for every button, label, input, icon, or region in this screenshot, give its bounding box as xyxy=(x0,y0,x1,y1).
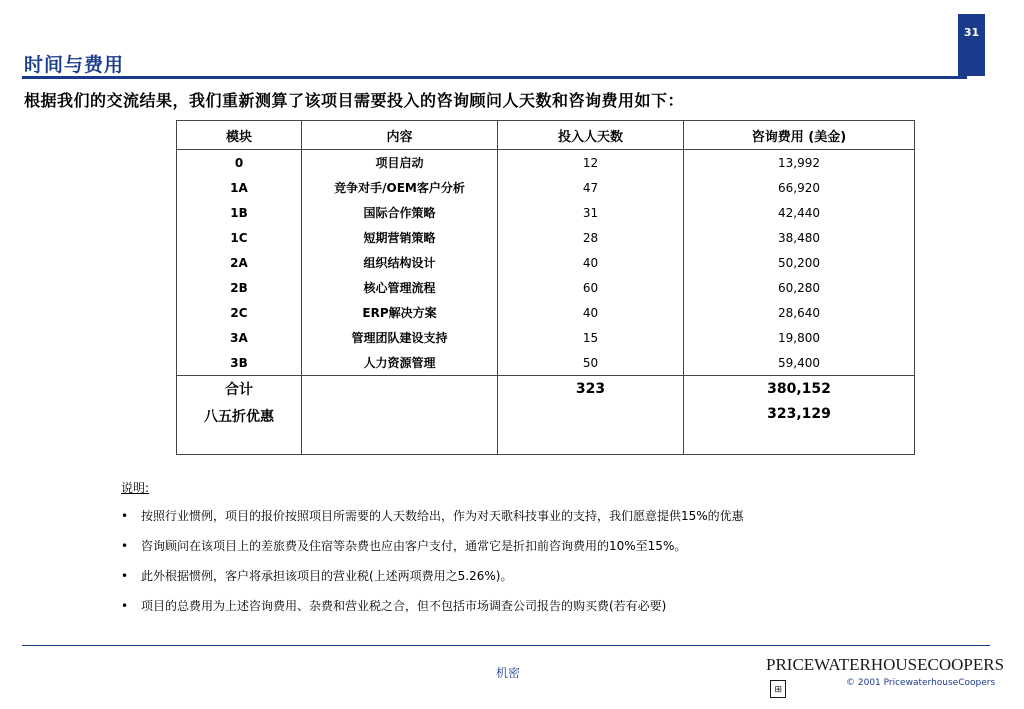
content-cell: 管理团队建设支持 xyxy=(302,325,498,350)
table-row xyxy=(177,300,915,325)
table-row xyxy=(177,325,915,350)
content-cell: 项目启动 xyxy=(302,150,498,176)
cost-cell: 50,200 xyxy=(684,250,915,275)
module-cell: 3A xyxy=(177,325,302,350)
days-cell: 15 xyxy=(498,325,684,350)
total-row xyxy=(177,376,915,403)
content-cell: 国际合作策略 xyxy=(302,200,498,225)
cost-cell: 28,640 xyxy=(684,300,915,325)
list-item: • 项目的总费用为上述咨询费用、杂费和营业税之合，但不包括市场调查公司报告的购买费(若有必要) xyxy=(121,595,911,617)
table-row xyxy=(177,225,915,250)
notes-label: 说明: xyxy=(121,481,150,495)
module-cell: 2B xyxy=(177,275,302,300)
days-cell: 40 xyxy=(498,300,684,325)
content-cell: 竞争对手/OEM客户分析 xyxy=(302,175,498,200)
days-cell: 47 xyxy=(498,175,684,200)
list-item: • 此外根据惯例，客户将承担该项目的营业税(上述两项费用之5.26%)。 xyxy=(121,565,911,587)
bullet-icon: • xyxy=(121,599,129,613)
cost-cell: 13,992 xyxy=(684,150,915,176)
title-divider xyxy=(22,76,967,79)
table-row xyxy=(177,200,915,225)
header-module: 模块 xyxy=(177,121,302,150)
page-number-badge: 31 xyxy=(958,14,985,76)
total-label: 合计 xyxy=(177,376,302,403)
table-row xyxy=(177,350,915,376)
header-days: 投入人天数 xyxy=(498,121,684,150)
table-row xyxy=(177,175,915,200)
list-item: • 咨询顾问在该项目上的差旅费及住宿等杂费也应由客户支付，通常它是折扣前咨询费用的10%至15%。 xyxy=(121,535,911,557)
module-cell: 0 xyxy=(177,150,302,176)
days-cell: 50 xyxy=(498,350,684,376)
discount-cost: 323,129 xyxy=(684,402,915,455)
module-cell: 3B xyxy=(177,350,302,376)
module-cell: 1C xyxy=(177,225,302,250)
cost-table xyxy=(176,120,915,455)
module-cell: 1A xyxy=(177,175,302,200)
module-cell: 1B xyxy=(177,200,302,225)
list-item: • 按照行业惯例，项目的报价按照项目所需要的人天数给出，作为对天歌科技事业的支持，我们愿意提供15%的优惠 xyxy=(121,505,911,527)
table-row xyxy=(177,275,915,300)
days-cell: 28 xyxy=(498,225,684,250)
total-cost: 380,152 xyxy=(684,376,915,403)
content-cell: 人力资源管理 xyxy=(302,350,498,376)
discount-days-cell xyxy=(498,402,684,455)
discount-row xyxy=(177,402,915,455)
confidential-label: 机密 xyxy=(496,666,521,680)
cost-cell: 19,800 xyxy=(684,325,915,350)
discount-label: 八五折优惠 xyxy=(177,402,302,455)
bullet-icon: • xyxy=(121,569,129,583)
bullet-icon: • xyxy=(121,539,129,553)
cost-cell: 38,480 xyxy=(684,225,915,250)
cost-cell: 42,440 xyxy=(684,200,915,225)
content-cell: ERP解决方案 xyxy=(302,300,498,325)
content-cell: 短期营销策略 xyxy=(302,225,498,250)
content-cell: 核心管理流程 xyxy=(302,275,498,300)
company-logo: PRICEWATERHOUSECOOPERS⊞ xyxy=(766,650,1024,702)
copyright-text: © 2001 PricewaterhouseCoopers xyxy=(846,678,996,688)
module-cell: 2C xyxy=(177,300,302,325)
table-row xyxy=(177,150,915,176)
cost-cell: 66,920 xyxy=(684,175,915,200)
discount-content-cell xyxy=(302,402,498,455)
table-row xyxy=(177,250,915,275)
content-cell: 组织结构设计 xyxy=(302,250,498,275)
total-content-cell xyxy=(302,376,498,403)
days-cell: 60 xyxy=(498,275,684,300)
days-cell: 40 xyxy=(498,250,684,275)
header-content: 内容 xyxy=(302,121,498,150)
cost-cell: 60,280 xyxy=(684,275,915,300)
days-cell: 12 xyxy=(498,150,684,176)
total-days: 323 xyxy=(498,376,684,403)
footer-divider xyxy=(22,645,990,646)
notes-list xyxy=(121,505,911,625)
module-cell: 2A xyxy=(177,250,302,275)
page-title: 时间与费用 xyxy=(24,54,125,76)
table-header-row xyxy=(177,121,915,150)
header-cost: 咨询费用 (美金) xyxy=(684,121,915,150)
days-cell: 31 xyxy=(498,200,684,225)
bullet-icon: • xyxy=(121,509,129,523)
page-subtitle: 根据我们的交流结果，我们重新测算了该项目需要投入的咨询顾问人天数和咨询费用如下： xyxy=(24,91,685,110)
logo-mark-icon: ⊞ xyxy=(770,680,786,698)
cost-cell: 59,400 xyxy=(684,350,915,376)
